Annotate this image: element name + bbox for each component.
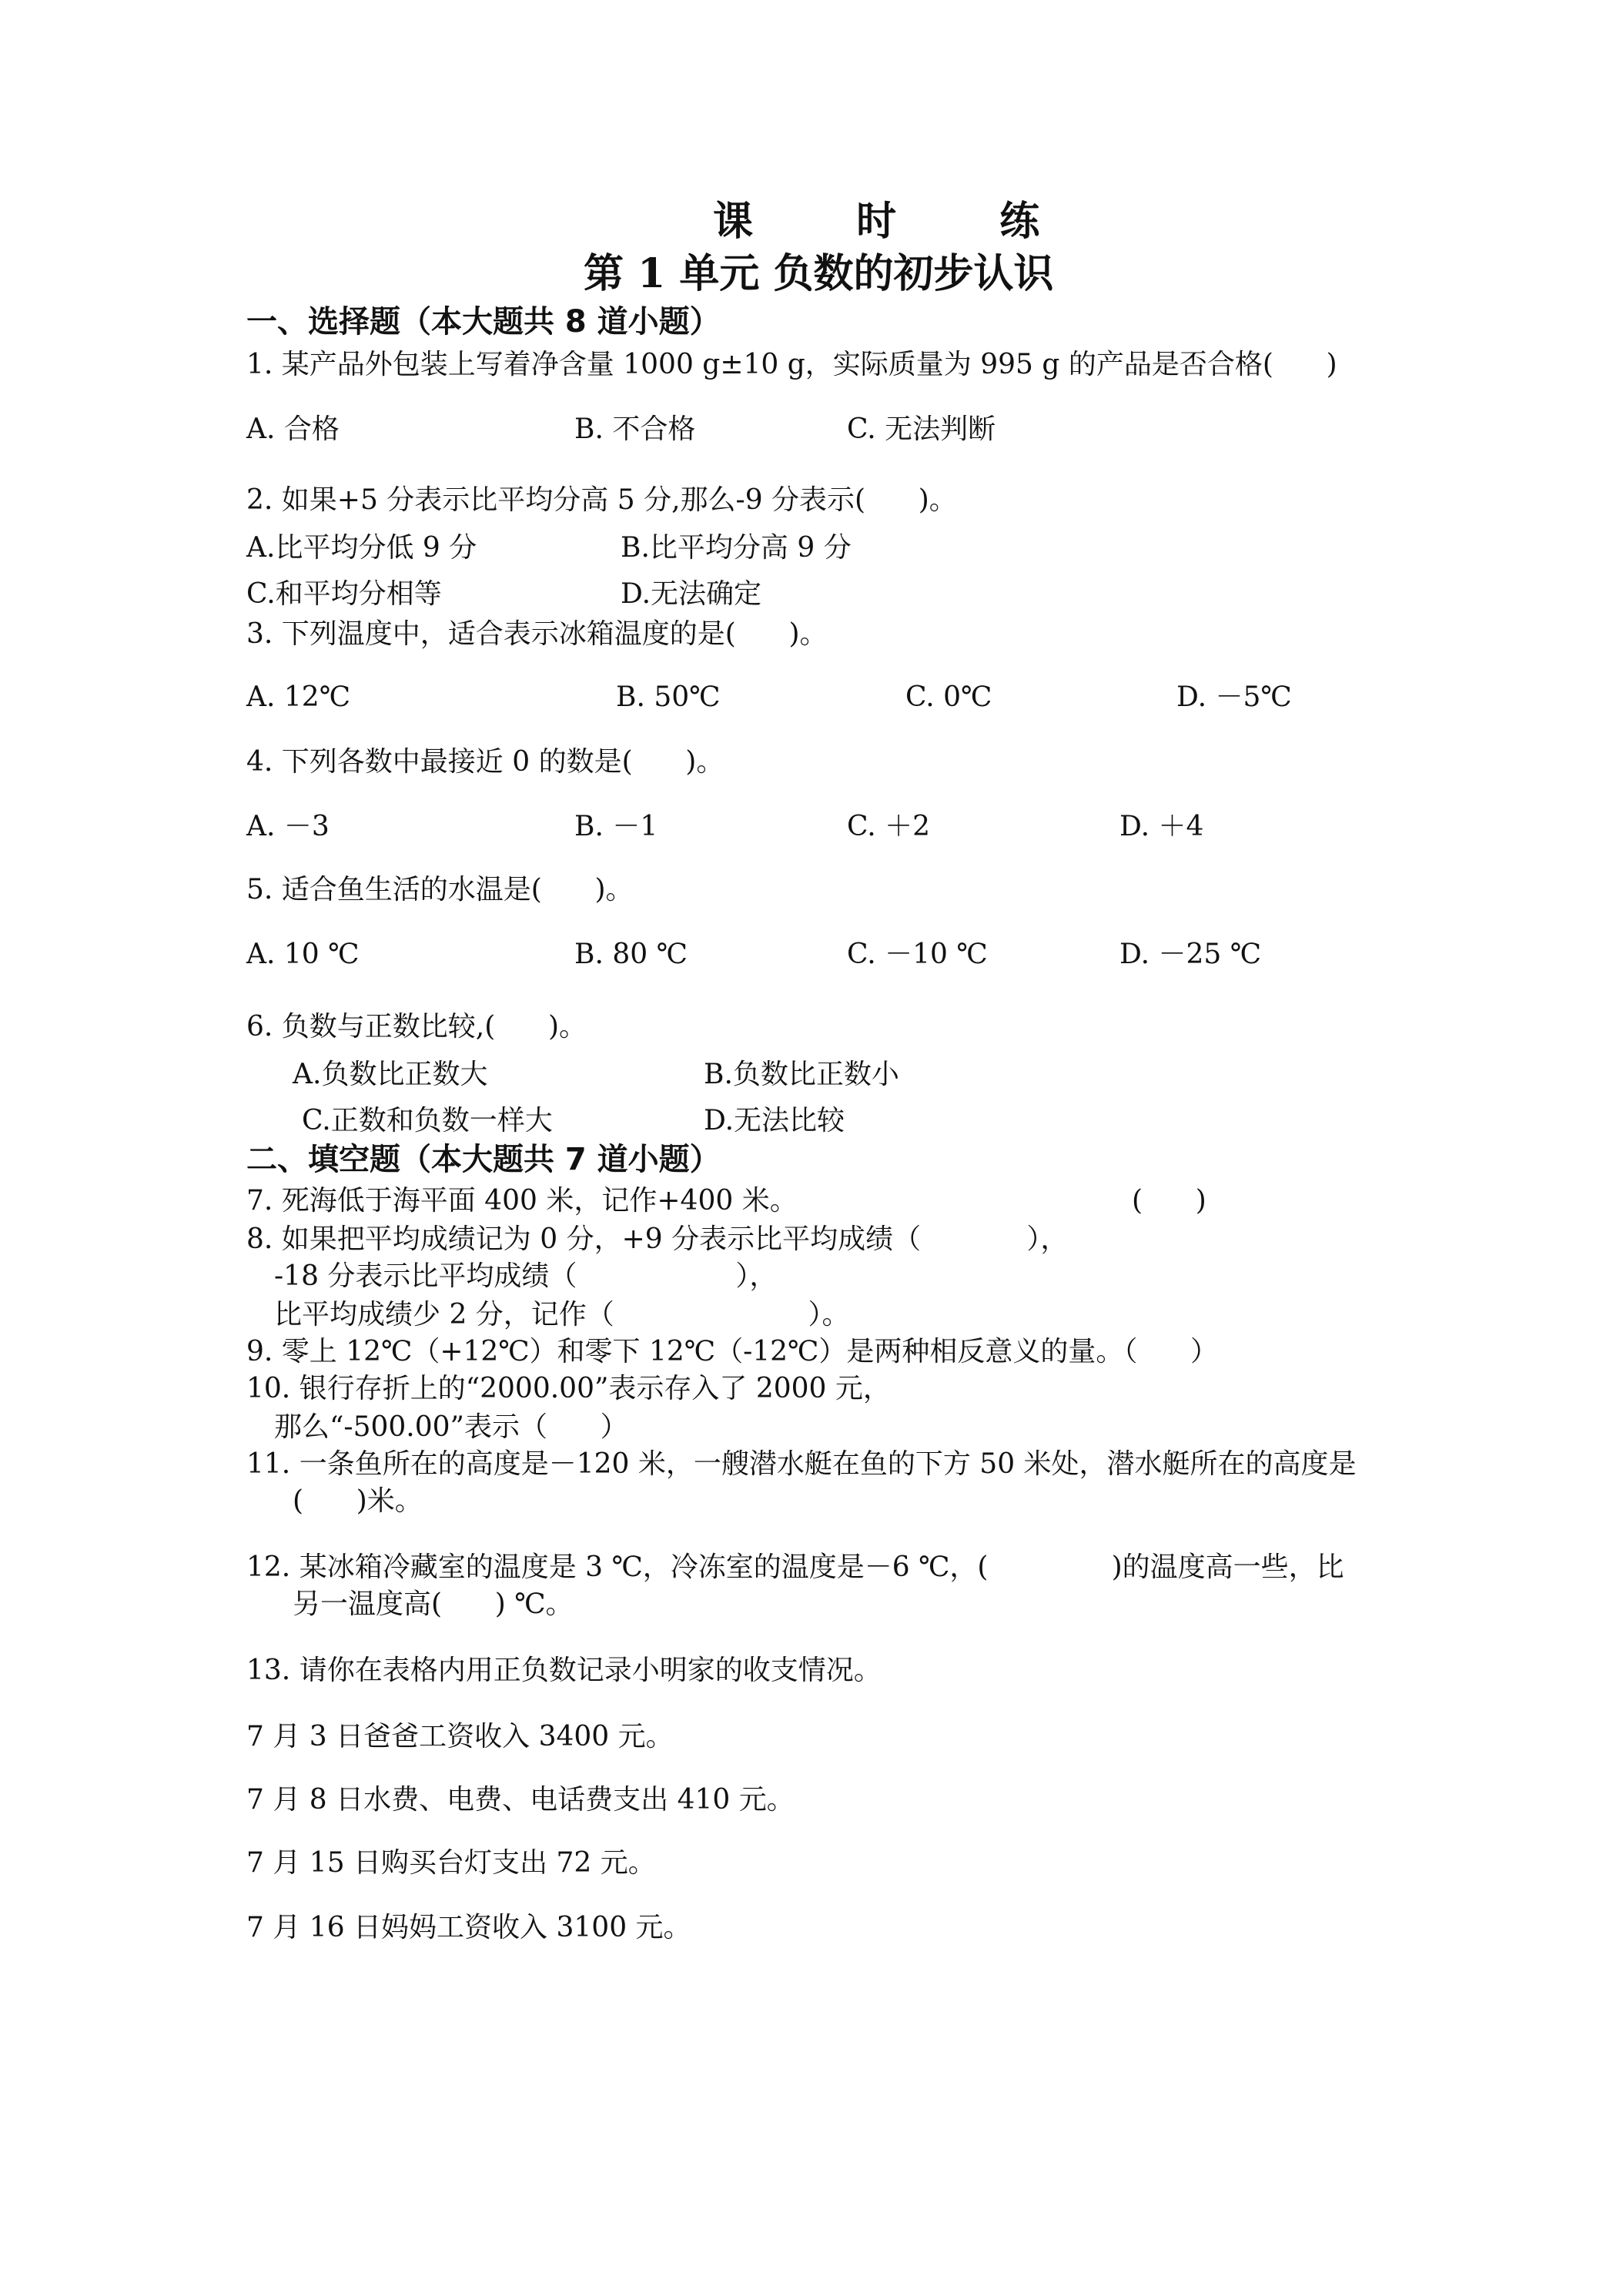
q4-option-a: A. －3 xyxy=(246,811,330,842)
q2-option-b: B.比平均分高 9 分 xyxy=(621,532,852,564)
q2-option-a: A.比平均分低 9 分 xyxy=(246,532,477,564)
q7-answer-blank: ( ) xyxy=(1132,1185,1206,1217)
q1-option-b: B. 不合格 xyxy=(574,413,696,445)
record-line-2: 7 月 8 日水费、电费、电话费支出 410 元。 xyxy=(246,1784,795,1816)
question-11-line1: 11. 一条鱼所在的高度是－120 米，一艘潜水艇在鱼的下方 50 米处，潜水艇所在的高度是 xyxy=(246,1448,1357,1480)
q6-option-d: D.无法比较 xyxy=(704,1105,845,1136)
page-title: 课 时 练 xyxy=(713,198,1085,245)
question-11-line2: ( )米。 xyxy=(293,1485,423,1517)
q5-option-b: B. 80 ℃ xyxy=(574,939,688,970)
record-line-3: 7 月 15 日购买台灯支出 72 元。 xyxy=(246,1847,656,1879)
q6-option-b: B.负数比正数小 xyxy=(704,1059,899,1090)
q3-option-b: B. 50℃ xyxy=(616,681,721,713)
q5-option-a: A. 10 ℃ xyxy=(246,939,360,970)
section-heading-fill: 二、填空题（本大题共 7 道小题） xyxy=(246,1142,721,1177)
question-7: 7. 死海低于海平面 400 米，记作+400 米。 xyxy=(246,1185,798,1217)
question-12-line2: 另一温度高( ) ℃。 xyxy=(293,1588,574,1620)
q1-option-a: A. 合格 xyxy=(246,413,340,445)
q4-option-b: B. －1 xyxy=(574,811,658,842)
question-4: 4. 下列各数中最接近 0 的数是( )。 xyxy=(246,746,724,778)
question-10-line1: 10. 银行存折上的“2000.00”表示存入了 2000 元， xyxy=(246,1373,891,1404)
question-8-line3: 比平均成绩少 2 分，记作（ ）。 xyxy=(274,1299,850,1330)
record-line-1: 7 月 3 日爸爸工资收入 3400 元。 xyxy=(246,1721,674,1752)
section-heading-choice: 一、选择题（本大题共 8 道小题） xyxy=(246,304,721,340)
page-subtitle: 第 1 单元 负数的初步认识 xyxy=(584,250,1054,297)
question-9: 9. 零上 12℃（+12℃）和零下 12℃（-12℃）是两种相反意义的量。（ ） xyxy=(246,1336,1218,1367)
question-8-line1: 8. 如果把平均成绩记为 0 分，+9 分表示比平均成绩（ ）， xyxy=(246,1223,1069,1255)
question-2: 2. 如果+5 分表示比平均分高 5 分,那么-9 分表示( )。 xyxy=(246,484,957,516)
question-1: 1. 某产品外包装上写着净含量 1000 g±10 g，实际质量为 995 g 的产品是否合格( ) xyxy=(246,349,1337,380)
question-13: 13. 请你在表格内用正负数记录小明家的收支情况。 xyxy=(246,1655,882,1686)
q6-option-c: C.正数和负数一样大 xyxy=(302,1105,553,1136)
q4-option-c: C. ＋2 xyxy=(847,811,931,842)
record-line-4: 7 月 16 日妈妈工资收入 3100 元。 xyxy=(246,1912,691,1943)
q2-option-d: D.无法确定 xyxy=(621,578,762,610)
question-8-line2: -18 分表示比平均成绩（ ）， xyxy=(274,1260,778,1292)
question-6: 6. 负数与正数比较,( )。 xyxy=(246,1011,587,1043)
question-3: 3. 下列温度中，适合表示冰箱温度的是( )。 xyxy=(246,618,828,650)
question-12-line1: 12. 某冰箱冷藏室的温度是 3 ℃，冷冻室的温度是－6 ℃，( )的温度高一些，比 xyxy=(246,1551,1344,1583)
q4-option-d: D. ＋4 xyxy=(1119,811,1204,842)
question-5: 5. 适合鱼生活的水温是( )。 xyxy=(246,874,634,905)
q5-option-d: D. －25 ℃ xyxy=(1119,939,1261,970)
q2-option-c: C.和平均分相等 xyxy=(246,578,442,610)
question-10-line2: 那么“-500.00”表示（ ） xyxy=(274,1411,628,1443)
q1-option-c: C. 无法判断 xyxy=(847,413,996,445)
q3-option-d: D. －5℃ xyxy=(1176,681,1292,713)
q5-option-c: C. －10 ℃ xyxy=(847,939,988,970)
q3-option-c: C. 0℃ xyxy=(905,681,992,713)
q6-option-a: A.负数比正数大 xyxy=(293,1059,488,1090)
q3-option-a: A. 12℃ xyxy=(246,681,350,713)
